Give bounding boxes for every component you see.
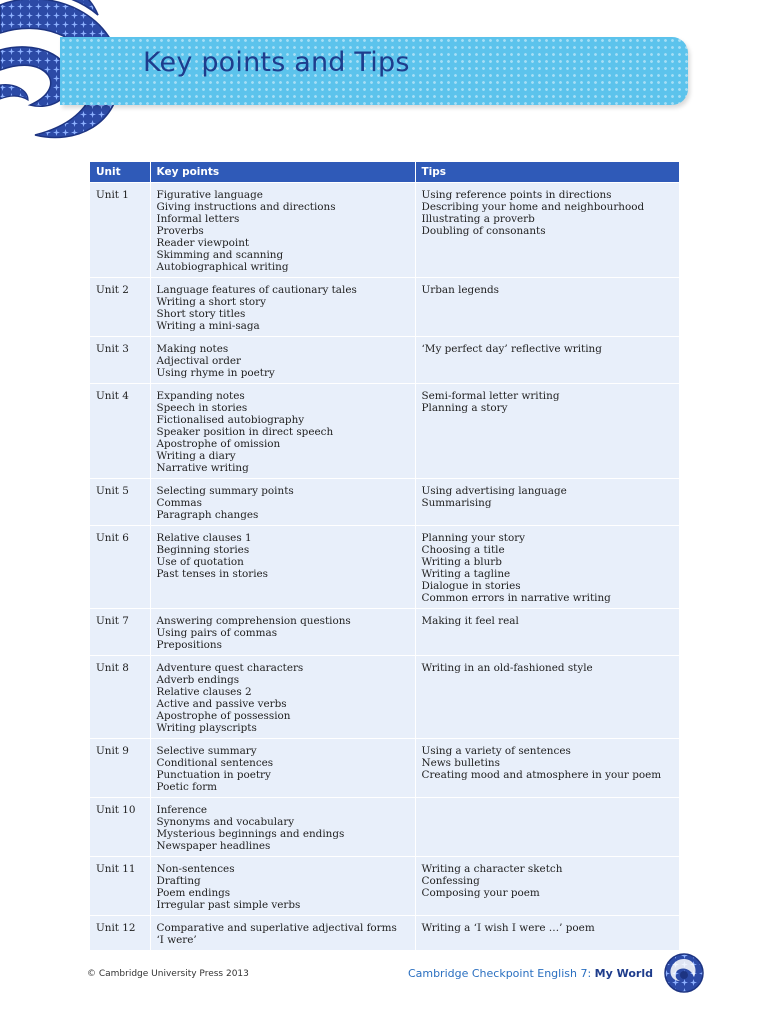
tips-cell (415, 278, 679, 337)
key-point-item: Drafting (156, 875, 201, 887)
unit-cell: Unit 4 (90, 384, 150, 479)
key-point-item: Mysterious beginnings and endings (156, 828, 345, 840)
unit-cell: Unit 5 (90, 479, 150, 526)
tip-item: Urban legends (421, 284, 500, 296)
key-points-table (90, 162, 679, 950)
tips-cell (415, 384, 679, 479)
key-point-item: Punctuation in poetry (156, 769, 271, 781)
tips-cell (415, 479, 679, 526)
table-header-row (90, 162, 679, 183)
column-header-tips: Tips (415, 162, 679, 183)
key-point-item: Synonyms and vocabulary (156, 816, 295, 828)
unit-cell: Unit 2 (90, 278, 150, 337)
tips-cell (415, 337, 679, 384)
unit-cell: Unit 9 (90, 739, 150, 798)
tip-item: Using reference points in directions (421, 189, 612, 201)
key-points-cell (150, 183, 415, 278)
tip-item: Doubling of consonants (421, 225, 546, 237)
key-point-item: Answering comprehension questions (156, 615, 351, 627)
unit-cell: Unit 12 (90, 916, 150, 951)
table-row (90, 857, 679, 916)
key-point-item: Inference (156, 804, 208, 816)
tips-cell (415, 526, 679, 609)
tip-item: News bulletins (421, 757, 500, 769)
tip-item: Writing a ‘I wish I were …’ poem (421, 922, 595, 934)
series-subtitle: My World (594, 967, 653, 980)
tip-item: Illustrating a proverb (421, 213, 535, 225)
key-points-cell (150, 916, 415, 951)
key-point-item: Informal letters (156, 213, 240, 225)
table-row (90, 183, 679, 278)
tip-item: Writing a character sketch (421, 863, 563, 875)
key-point-item: Autobiographical writing (156, 261, 289, 273)
tip-item: Writing in an old-fashioned style (421, 662, 593, 674)
key-point-item: Use of quotation (156, 556, 244, 568)
tips-cell (415, 739, 679, 798)
copyright-notice: © Cambridge University Press 2013 (87, 969, 249, 979)
column-header-unit: Unit (90, 162, 150, 183)
key-point-item: Relative clauses 2 (156, 686, 252, 698)
table-row (90, 526, 679, 609)
tip-item: Common errors in narrative writing (421, 592, 611, 604)
key-point-item: Apostrophe of possession (156, 710, 291, 722)
key-point-item: Selective summary (156, 745, 257, 757)
key-points-cell (150, 278, 415, 337)
key-point-item: Using pairs of commas (156, 627, 278, 639)
key-point-item: Expanding notes (156, 390, 245, 402)
key-point-item: Reader viewpoint (156, 237, 250, 249)
key-point-item: Using rhyme in poetry (156, 367, 275, 379)
key-points-cell (150, 526, 415, 609)
key-point-item: Narrative writing (156, 462, 249, 474)
key-point-item: Making notes (156, 343, 229, 355)
tip-item: Composing your poem (421, 887, 540, 899)
key-point-item: Fictionalised autobiography (156, 414, 305, 426)
key-point-item: Adventure quest characters (156, 662, 304, 674)
tip-item: Making it feel real (421, 615, 519, 627)
key-point-item: Non-sentences (156, 863, 235, 875)
tips-cell (415, 609, 679, 656)
unit-cell: Unit 11 (90, 857, 150, 916)
table-row (90, 739, 679, 798)
tip-item: Planning your story (421, 532, 526, 544)
table-row (90, 479, 679, 526)
tip-item: Describing your home and neighbourhood (421, 201, 645, 213)
key-point-item: Comparative and superlative adjectival forms (156, 922, 397, 934)
tips-cell (415, 857, 679, 916)
key-point-item: Commas (156, 497, 202, 509)
table-row (90, 798, 679, 857)
key-points-cell (150, 609, 415, 656)
unit-cell: Unit 10 (90, 798, 150, 857)
key-point-item: Conditional sentences (156, 757, 274, 769)
key-points-cell (150, 384, 415, 479)
table-row (90, 916, 679, 951)
key-point-item: Apostrophe of omission (156, 438, 281, 450)
key-point-item: Language features of cautionary tales (156, 284, 357, 296)
key-point-item: Adverb endings (156, 674, 240, 686)
series-title (408, 967, 653, 980)
key-point-item: Adjectival order (156, 355, 242, 367)
tip-item: Creating mood and atmosphere in your poem (421, 769, 662, 781)
tip-item: ‘My perfect day’ reflective writing (421, 343, 602, 355)
unit-cell: Unit 8 (90, 656, 150, 739)
table-row (90, 656, 679, 739)
key-points-cell (150, 739, 415, 798)
column-header-key-points: Key points (150, 162, 415, 183)
key-point-item: Writing a diary (156, 450, 236, 462)
key-point-item: ‘I were’ (156, 934, 197, 946)
key-point-item: Irregular past simple verbs (156, 899, 301, 911)
tip-item: Planning a story (421, 402, 508, 414)
key-points-cell (150, 337, 415, 384)
key-points-cell (150, 798, 415, 857)
tips-cell (415, 798, 679, 857)
tips-cell (415, 916, 679, 951)
table-row (90, 337, 679, 384)
key-point-item: Past tenses in stories (156, 568, 269, 580)
key-point-item: Writing playscripts (156, 722, 257, 734)
key-point-item: Figurative language (156, 189, 263, 201)
cambridge-swirl-logo-icon (662, 951, 706, 995)
tip-item: Writing a blurb (421, 556, 502, 568)
unit-cell: Unit 7 (90, 609, 150, 656)
table-row (90, 609, 679, 656)
table-body (90, 183, 679, 951)
key-points-cell (150, 479, 415, 526)
key-point-item: Newspaper headlines (156, 840, 271, 852)
key-point-item: Relative clauses 1 (156, 532, 252, 544)
tip-item: Summarising (421, 497, 492, 509)
key-points-cell (150, 656, 415, 739)
key-point-item: Skimming and scanning (156, 249, 284, 261)
key-point-item: Proverbs (156, 225, 204, 237)
tip-item: Using a variety of sentences (421, 745, 571, 757)
key-point-item: Beginning stories (156, 544, 250, 556)
unit-cell: Unit 1 (90, 183, 150, 278)
tip-item: Using advertising language (421, 485, 567, 497)
tips-cell (415, 656, 679, 739)
key-point-item: Giving instructions and directions (156, 201, 336, 213)
tip-item: Choosing a title (421, 544, 505, 556)
key-point-item: Poem endings (156, 887, 231, 899)
tip-item: Confessing (421, 875, 480, 887)
tip-item: Writing a tagline (421, 568, 511, 580)
tip-item: Dialogue in stories (421, 580, 521, 592)
unit-cell: Unit 3 (90, 337, 150, 384)
unit-cell: Unit 6 (90, 526, 150, 609)
table-row (90, 384, 679, 479)
key-point-item: Selecting summary points (156, 485, 294, 497)
table-row (90, 278, 679, 337)
key-point-item: Short story titles (156, 308, 246, 320)
key-point-item: Speech in stories (156, 402, 248, 414)
key-point-item: Poetic form (156, 781, 218, 793)
key-point-item: Speaker position in direct speech (156, 426, 334, 438)
page-title: Key points and Tips (143, 47, 410, 78)
key-point-item: Writing a short story (156, 296, 266, 308)
series-name: Cambridge Checkpoint English 7: (407, 967, 595, 980)
key-points-cell (150, 857, 415, 916)
key-point-item: Active and passive verbs (156, 698, 287, 710)
tip-item: Semi-formal letter writing (421, 390, 560, 402)
tips-cell (415, 183, 679, 278)
key-point-item: Paragraph changes (156, 509, 259, 521)
key-point-item: Writing a mini-saga (156, 320, 260, 332)
key-point-item: Prepositions (156, 639, 222, 651)
